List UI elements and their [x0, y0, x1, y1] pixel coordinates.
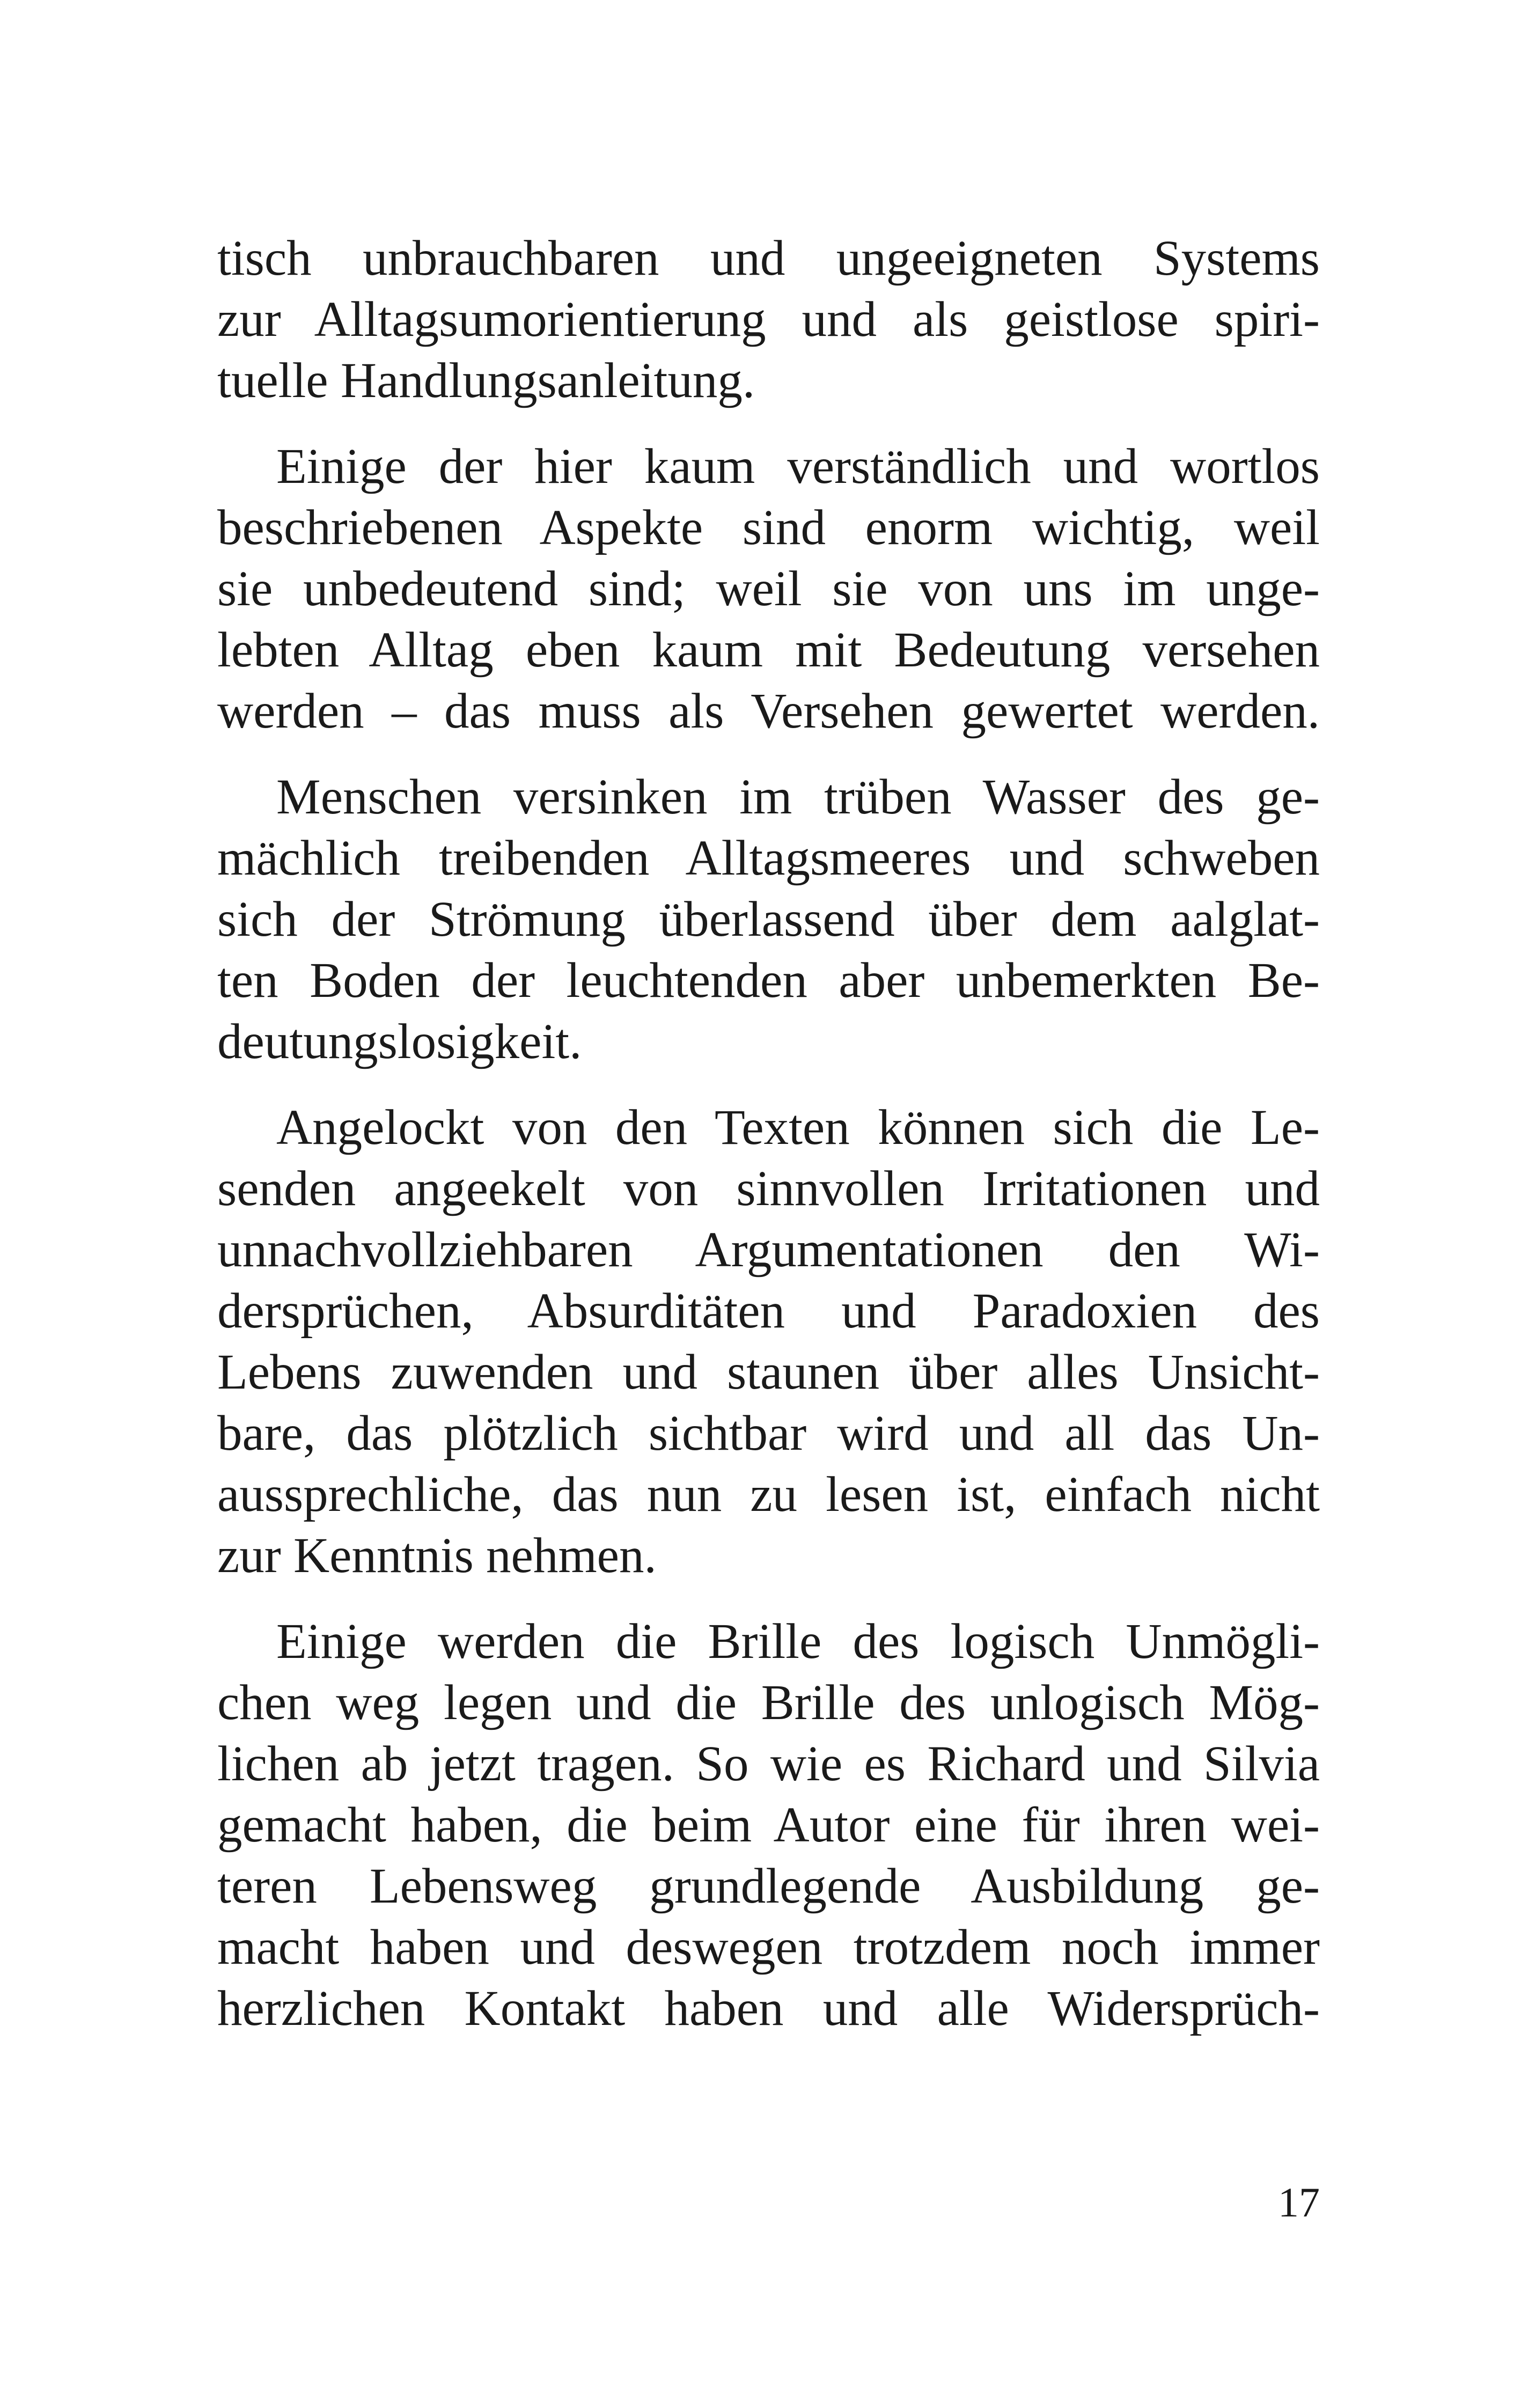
text-line: Einige der hier kaum verständlich und wortlos — [276, 439, 1320, 494]
text-line: lebten Alltag eben kaum mit Bedeutung versehen — [217, 622, 1320, 678]
text-line: dersprüchen, Absurditäten und Paradoxien des — [217, 1283, 1320, 1339]
text-line: zur Kenntnis nehmen. — [217, 1528, 657, 1583]
text-line: unnachvollziehbaren Argumentationen den Wi- — [217, 1222, 1320, 1278]
text-line: beschriebenen Aspekte sind enorm wichtig, weil — [217, 500, 1320, 555]
text-line: werden – das muss als Versehen gewertet werden. — [217, 684, 1320, 739]
paragraph-4 — [217, 1097, 1320, 1587]
paragraph-3 — [217, 767, 1320, 1073]
text-line: mächlich treibenden Alltagsmeeres und schweben — [217, 831, 1320, 886]
text-line: Menschen versinken im trüben Wasser des ge- — [276, 769, 1320, 825]
text-line: Lebens zuwenden und staunen über alles Unsicht- — [217, 1345, 1320, 1400]
text-line: Einige werden die Brille des logisch Unmögli- — [276, 1614, 1320, 1669]
text-line: teren Lebensweg grundlegende Ausbildung ge- — [217, 1859, 1320, 1914]
page-number: 17 — [1278, 2179, 1320, 2226]
text-line: lichen ab jetzt tragen. So wie es Richard und Silvia — [217, 1736, 1320, 1792]
text-line: ten Boden der leuchtenden aber unbemerkten Be- — [217, 953, 1320, 1008]
text-line: gemacht haben, die beim Autor eine für ihren wei- — [217, 1797, 1320, 1853]
paragraph-1 — [217, 228, 1320, 412]
text-line: tuelle Handlungsanleitung. — [217, 353, 755, 408]
text-line: sich der Strömung überlassend über dem aalglat- — [217, 892, 1320, 947]
body-text — [217, 228, 1320, 2064]
text-line: Angelockt von den Texten können sich die Le- — [276, 1100, 1320, 1155]
text-line: senden angeekelt von sinnvollen Irritationen und — [217, 1161, 1320, 1216]
text-line: herzlichen Kontakt haben und alle Widersprüch- — [217, 1981, 1320, 2036]
text-line: macht haben und deswegen trotzdem noch immer — [217, 1920, 1320, 1975]
paragraph-5 — [217, 1611, 1320, 2039]
text-line: tisch unbrauchbaren und ungeeigneten Systems — [217, 231, 1320, 286]
text-line: sie unbedeutend sind; weil sie von uns im unge- — [217, 561, 1320, 616]
text-line: zur Alltagsumorientierung und als geistlose spiri- — [217, 292, 1320, 347]
paragraph-2 — [217, 436, 1320, 742]
text-line: bare, das plötzlich sichtbar wird und all das Un- — [217, 1406, 1320, 1461]
text-line: deutungslosigkeit. — [217, 1014, 582, 1069]
text-line: aussprechliche, das nun zu lesen ist, einfach nicht — [217, 1467, 1320, 1522]
text-line: chen weg legen und die Brille des unlogisch Mög- — [217, 1675, 1320, 1730]
